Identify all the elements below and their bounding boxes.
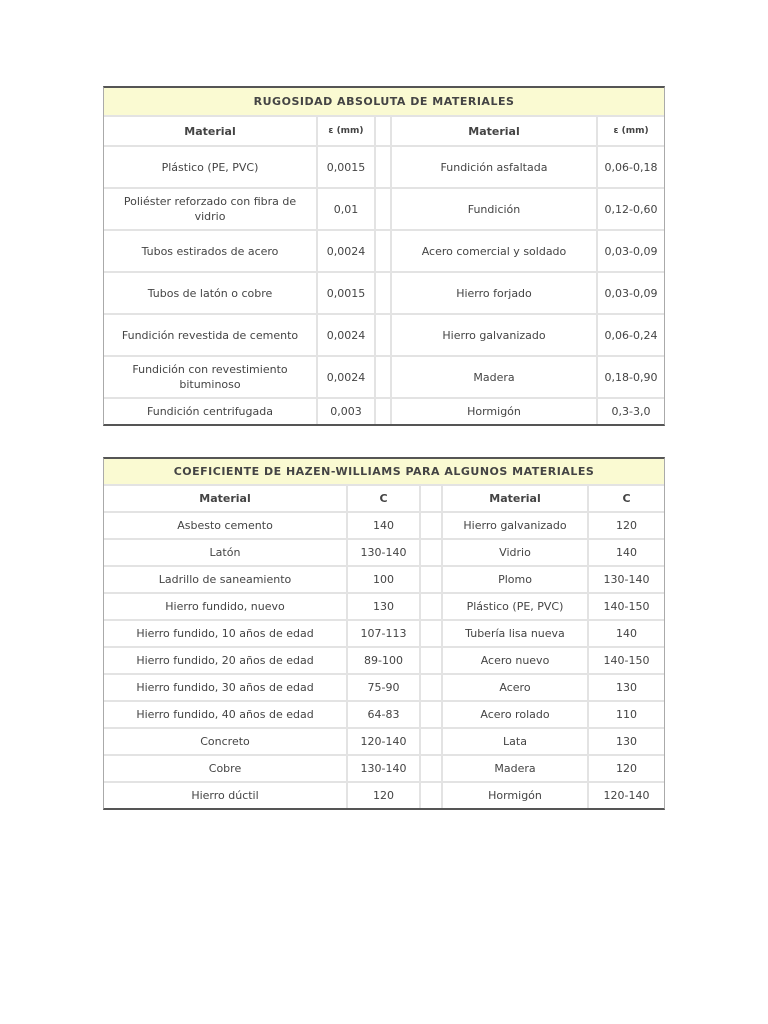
value-cell: 140-150 [589,648,664,675]
value-cell: 130 [589,675,664,702]
material-cell: Cobre [104,756,348,783]
material-cell: Hierro dúctil [104,783,348,808]
spacer-cell [421,783,443,808]
table-row [104,273,664,315]
value-cell: 120-140 [603,789,650,802]
table-row [104,594,664,621]
spacer-cell [376,147,392,189]
table-row [104,675,664,702]
value-cell: 0,0015 [318,147,376,189]
material-cell: Hierro fundido, 30 años de edad [104,675,348,702]
value-cell: 130-140 [348,540,421,567]
table-row [104,315,664,357]
value-cell: 0,0024 [318,315,376,357]
spacer-cell [421,648,443,675]
table-row [104,702,664,729]
column-header-c: C [348,486,421,513]
value-cell: 110 [589,702,664,729]
value-cell: 0,01 [318,189,376,231]
material-cell: Hierro forjado [392,273,598,315]
material-cell: Tubería lisa nueva [443,621,589,648]
spacer-cell [421,729,443,756]
value-cell: 0,0015 [318,273,376,315]
table-row [104,540,664,567]
column-header-material: Material [104,117,318,147]
hazen-williams-table [103,457,665,810]
column-header-material: Material [392,117,598,147]
material-cell: Fundición centrifugada [104,399,318,424]
value-cell: 64-83 [348,702,421,729]
material-cell: Concreto [104,729,348,756]
column-header-material: Material [104,486,348,513]
material-cell: Asbesto cemento [104,513,348,540]
spacer-cell [421,540,443,567]
value-cell: 0,06-0,24 [598,315,664,357]
value-cell: 0,12-0,60 [598,189,664,231]
value-cell: 140 [589,540,664,567]
material-cell: Acero [443,675,589,702]
table-row [104,231,664,273]
spacer-cell [376,399,392,424]
material-cell: Fundición asfaltada [392,147,598,189]
value-cell: 120 [348,783,421,808]
table-row [104,357,664,399]
table-row [104,513,664,540]
spacer-cell [376,189,392,231]
column-header-epsilon: ε (mm) [598,117,664,147]
material-cell: Fundición revestida de cemento [104,315,318,357]
column-spacer [421,486,443,513]
value-cell: 100 [348,567,421,594]
spacer-cell [376,273,392,315]
table-row [104,729,664,756]
value-cell: 0,03-0,09 [598,231,664,273]
value-cell: 130 [589,729,664,756]
spacer-cell [376,315,392,357]
material-cell: Tubos estirados de acero [104,231,318,273]
table-row [104,648,664,675]
value-cell: 75-90 [348,675,421,702]
spacer-cell [421,756,443,783]
table-row [104,147,664,189]
material-cell: Plomo [443,567,589,594]
value-cell: 0,3-3,0 [611,405,651,418]
material-cell: Latón [104,540,348,567]
value-cell: 120 [589,513,664,540]
material-cell: Plástico (PE, PVC) [104,147,318,189]
material-cell: Madera [443,756,589,783]
material-cell: Fundición con revestimiento bituminoso [104,357,318,399]
value-cell: 140-150 [589,594,664,621]
value-cell: 0,18-0,90 [598,357,664,399]
material-cell: Vidrio [443,540,589,567]
material-cell: Hormigón [392,399,598,424]
value-cell: 89-100 [348,648,421,675]
table-row [104,189,664,231]
material-cell: Madera [392,357,598,399]
value-cell: 120-140 [348,729,421,756]
value-cell: 107-113 [348,621,421,648]
material-cell: Ladrillo de saneamiento [104,567,348,594]
material-cell: Lata [443,729,589,756]
value-cell: 130 [348,594,421,621]
column-header-material: Material [443,486,589,513]
table-row [104,621,664,648]
value-cell: 0,0024 [318,357,376,399]
material-cell: Hierro galvanizado [443,513,589,540]
table-row [104,567,664,594]
value-cell: 130-140 [348,756,421,783]
material-cell: Acero rolado [443,702,589,729]
value-cell: 140 [589,621,664,648]
spacer-cell [421,594,443,621]
spacer-cell [376,357,392,399]
spacer-cell [421,621,443,648]
table-row [104,399,664,424]
material-cell: Poliéster reforzado con fibra de vidrio [104,189,318,231]
table-title: RUGOSIDAD ABSOLUTA DE MATERIALES [104,88,664,117]
value-cell: 140 [348,513,421,540]
value-cell: 120 [589,756,664,783]
column-header-epsilon: ε (mm) [318,117,376,147]
table-row [104,783,664,808]
material-cell: Hierro fundido, 20 años de edad [104,648,348,675]
spacer-cell [421,513,443,540]
material-cell: Fundición [392,189,598,231]
table-title: COEFICIENTE DE HAZEN-WILLIAMS PARA ALGUNOS MATERIALES [104,459,664,486]
column-header-c: C [589,486,664,513]
spacer-cell [376,231,392,273]
value-cell: 0,003 [318,399,376,424]
value-cell: 0,0024 [318,231,376,273]
value-cell: 0,03-0,09 [598,273,664,315]
value-cell: 130-140 [589,567,664,594]
material-cell: Hierro fundido, 10 años de edad [104,621,348,648]
table-row [104,756,664,783]
material-cell: Acero nuevo [443,648,589,675]
spacer-cell [421,567,443,594]
material-cell: Plástico (PE, PVC) [443,594,589,621]
rugosidad-table [103,86,665,426]
material-cell: Tubos de latón o cobre [104,273,318,315]
material-cell: Acero comercial y soldado [392,231,598,273]
spacer-cell [421,702,443,729]
spacer-cell [421,675,443,702]
column-spacer [376,117,392,147]
material-cell: Hierro fundido, 40 años de edad [104,702,348,729]
material-cell: Hierro fundido, nuevo [104,594,348,621]
material-cell: Hormigón [443,783,589,808]
material-cell: Hierro galvanizado [392,315,598,357]
value-cell: 0,06-0,18 [598,147,664,189]
